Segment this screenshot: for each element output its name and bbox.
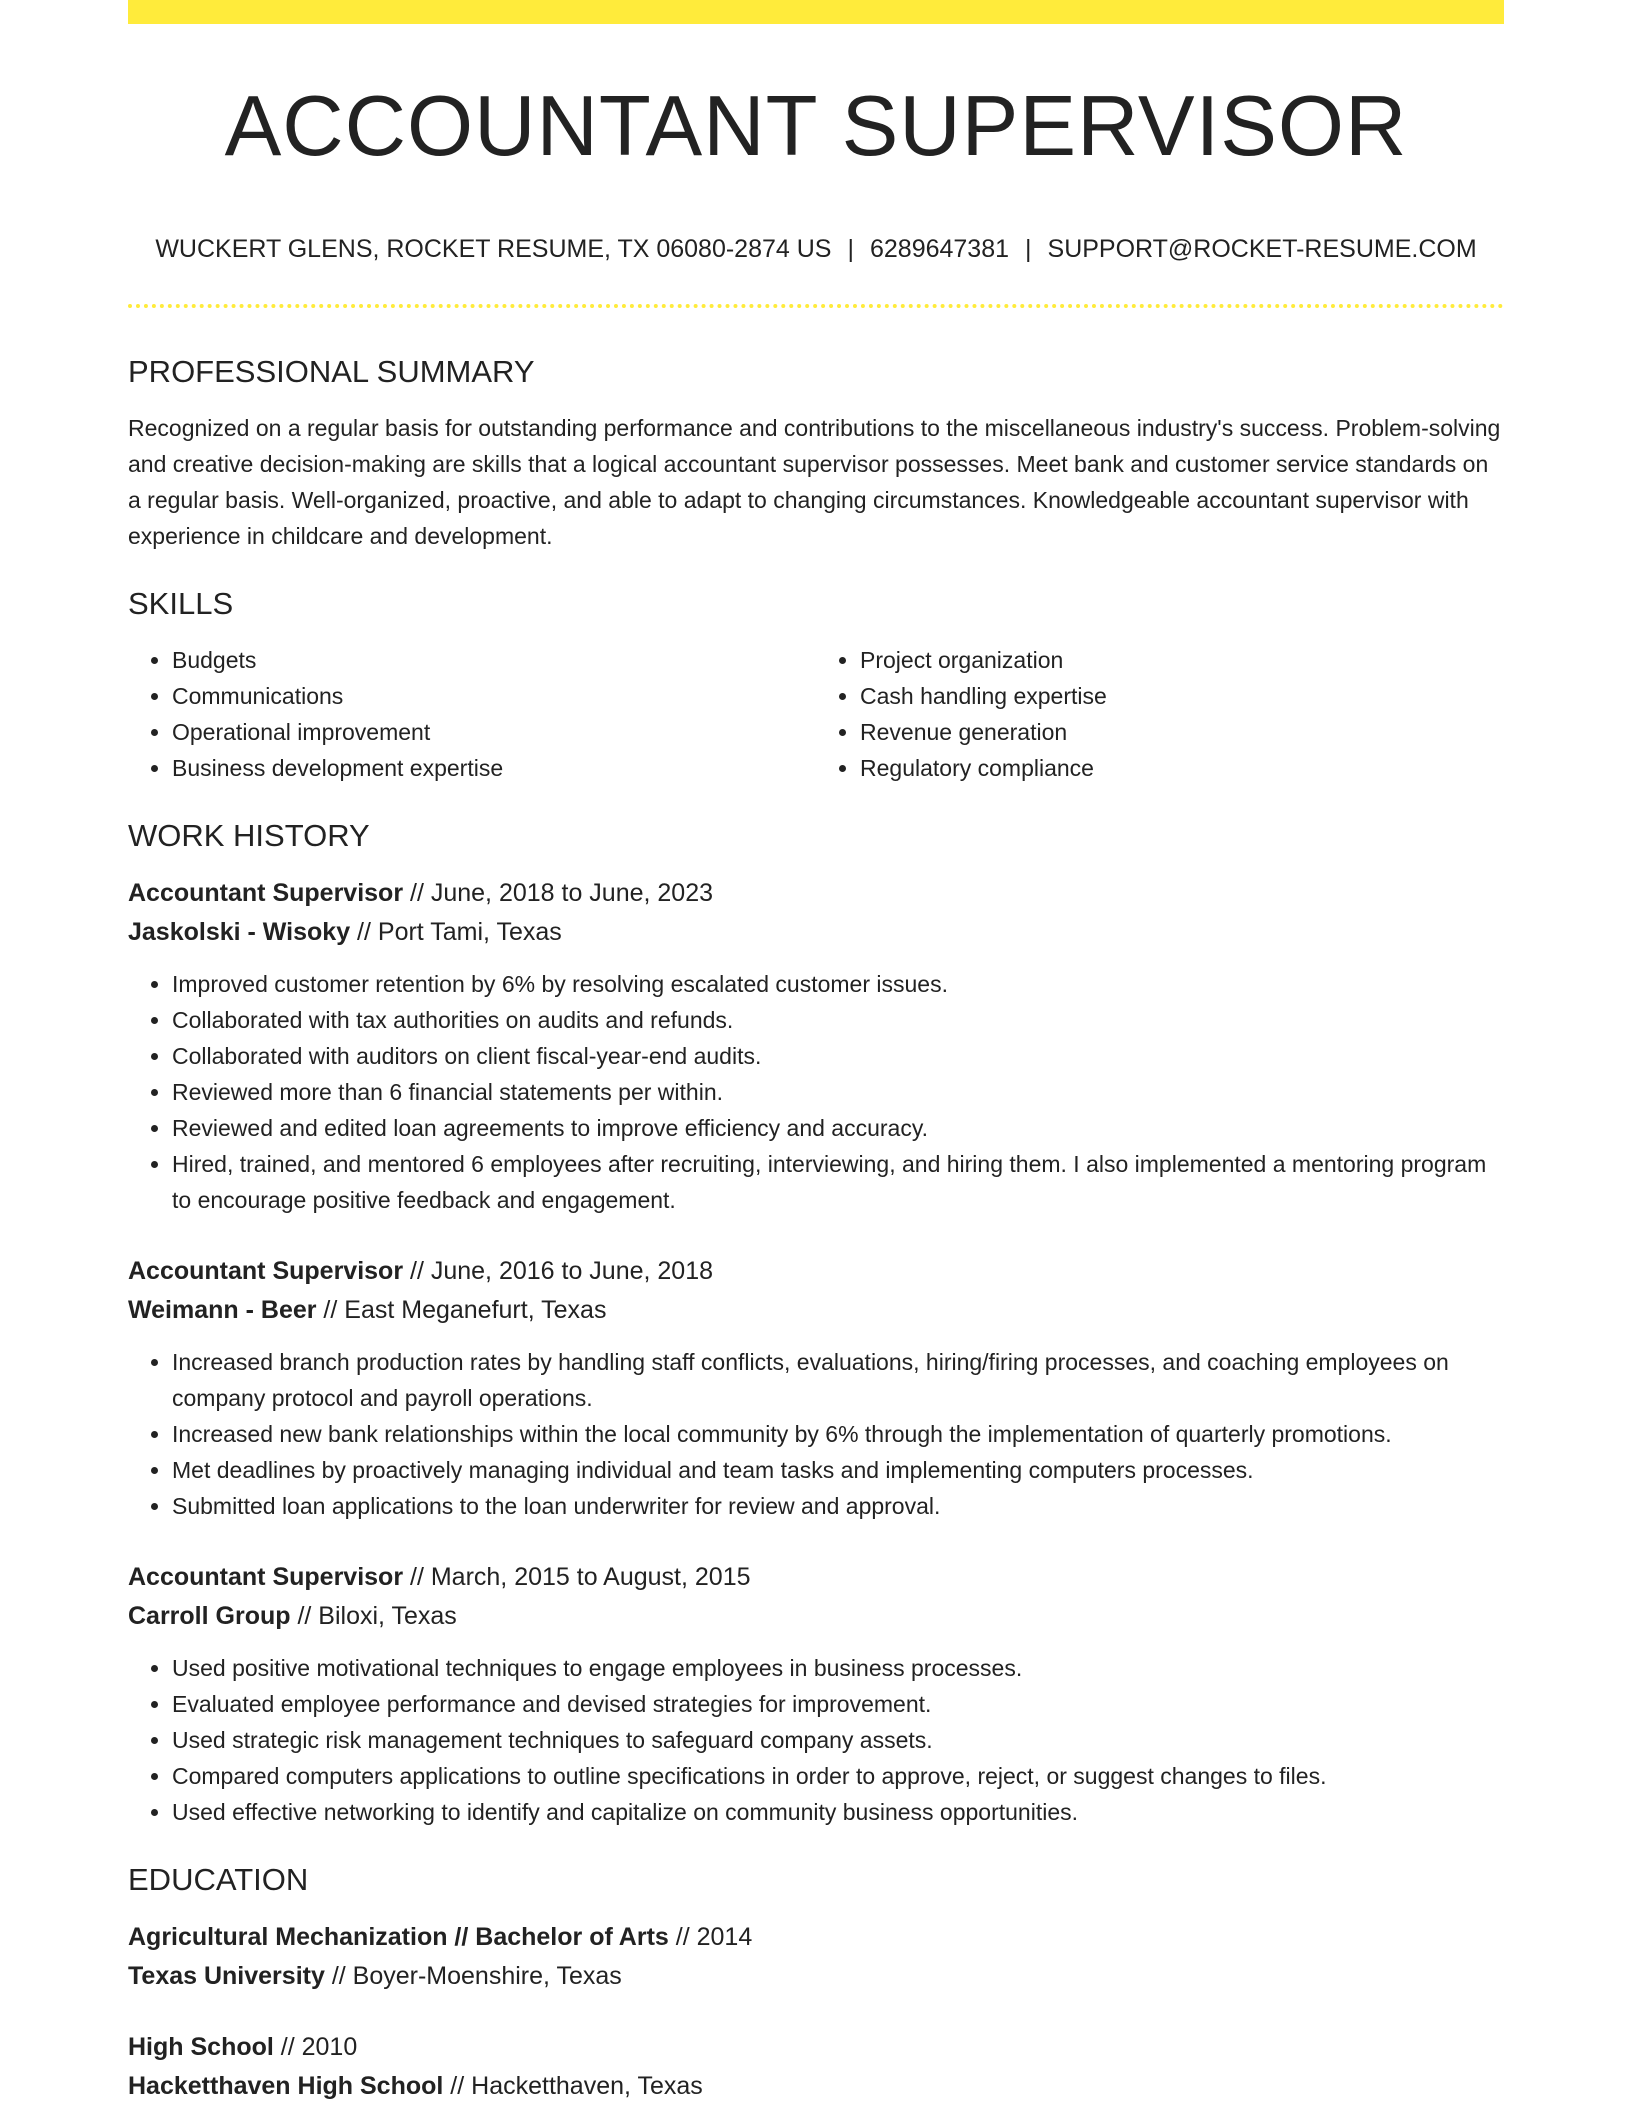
education-school: Hacketthaven High School bbox=[128, 2072, 444, 2100]
skills-list-left bbox=[128, 642, 816, 786]
education-year: // 2014 bbox=[668, 1923, 753, 1951]
contact-address: WUCKERT GLENS, ROCKET RESUME, TX 06080-2874 US bbox=[155, 235, 832, 263]
job-bullet: • Compared computers applications to outline specifications in order to approve, reject, or suggest changes to files. bbox=[172, 1758, 1504, 1794]
summary-section bbox=[128, 354, 1504, 554]
job-bullet: • Hired, trained, and mentored 6 employees after recruiting, interviewing, and hiring them. I also implemented a mentoring program to encourage positive feedback and engagement. bbox=[172, 1146, 1504, 1218]
job-bullet: • Improved customer retention by 6% by resolving escalated customer issues. bbox=[172, 966, 1504, 1002]
contact-separator: | bbox=[1025, 235, 1032, 263]
education-entry bbox=[128, 1918, 1504, 1996]
education-heading: EDUCATION bbox=[128, 1862, 309, 1897]
education-degree: High School bbox=[128, 2033, 274, 2061]
job-dates: // March, 2015 to August, 2015 bbox=[403, 1563, 751, 1591]
job-entry bbox=[128, 1558, 1504, 1830]
job-title: Accountant Supervisor bbox=[128, 879, 404, 907]
job-bullets bbox=[128, 1344, 1504, 1524]
job-bullet: • Reviewed more than 6 financial statements per within. bbox=[172, 1074, 1504, 1110]
skill-item: • Communications bbox=[172, 678, 816, 714]
job-location: // East Meganefurt, Texas bbox=[316, 1296, 607, 1324]
contact-separator: | bbox=[847, 235, 854, 263]
job-bullet: • Increased new bank relationships within the local community by 6% through the implementation of quarterly promotions. bbox=[172, 1416, 1504, 1452]
education-location: // Boyer-Moenshire, Texas bbox=[324, 1962, 622, 1990]
education-degree: Agricultural Mechanization // Bachelor of Arts bbox=[128, 1923, 669, 1951]
skill-item: • Business development expertise bbox=[172, 750, 816, 786]
job-dates: // June, 2016 to June, 2018 bbox=[403, 1257, 714, 1285]
contact-phone[interactable]: 6289647381 bbox=[869, 235, 1010, 263]
education-degree-line bbox=[128, 1918, 1504, 1957]
job-entry bbox=[128, 874, 1504, 1218]
work-history-section bbox=[128, 818, 1504, 1830]
skill-item: • Cash handling expertise bbox=[860, 678, 1504, 714]
summary-heading: PROFESSIONAL SUMMARY bbox=[128, 354, 535, 389]
education-year: // 2010 bbox=[273, 2033, 358, 2061]
education-school-line bbox=[128, 2067, 1504, 2106]
job-bullet: • Submitted loan applications to the loan underwriter for review and approval. bbox=[172, 1488, 1504, 1524]
resume-page bbox=[128, 0, 1504, 2106]
work-history-heading: WORK HISTORY bbox=[128, 818, 370, 853]
job-company: Weimann - Beer bbox=[128, 1296, 317, 1324]
job-title-line bbox=[128, 1558, 1504, 1597]
job-location: // Port Tami, Texas bbox=[350, 918, 562, 946]
job-location: // Biloxi, Texas bbox=[290, 1602, 457, 1630]
job-entry bbox=[128, 1252, 1504, 1524]
education-entry bbox=[128, 2028, 1504, 2106]
job-title: Accountant Supervisor bbox=[128, 1257, 404, 1285]
job-bullet: • Collaborated with tax authorities on audits and refunds. bbox=[172, 1002, 1504, 1038]
skills-heading: SKILLS bbox=[128, 586, 234, 621]
contact-email[interactable]: SUPPORT@ROCKET-RESUME.COM bbox=[1047, 235, 1477, 263]
job-title-line bbox=[128, 874, 1504, 913]
job-bullet: • Increased branch production rates by handling staff conflicts, evaluations, hiring/firing processes, and coaching employees on company protocol and payroll operations. bbox=[172, 1344, 1504, 1416]
job-company-line bbox=[128, 1291, 1504, 1330]
education-location: // Hacketthaven, Texas bbox=[443, 2072, 703, 2100]
skill-item: • Project organization bbox=[860, 642, 1504, 678]
education-section bbox=[128, 1862, 1504, 2106]
job-bullet: • Collaborated with auditors on client fiscal-year-end audits. bbox=[172, 1038, 1504, 1074]
job-company-line bbox=[128, 1597, 1504, 1636]
education-school: Texas University bbox=[128, 1962, 325, 1990]
skills-section bbox=[128, 586, 1504, 786]
job-bullet: • Evaluated employee performance and devised strategies for improvement. bbox=[172, 1686, 1504, 1722]
skill-item: • Regulatory compliance bbox=[860, 750, 1504, 786]
resume-name: ACCOUNTANT SUPERVISOR bbox=[224, 79, 1408, 174]
job-bullet: • Used effective networking to identify and capitalize on community business opportunities. bbox=[172, 1794, 1504, 1830]
job-bullets bbox=[128, 966, 1504, 1218]
accent-top-bar bbox=[128, 0, 1504, 24]
job-title: Accountant Supervisor bbox=[128, 1563, 404, 1591]
skill-item: • Budgets bbox=[172, 642, 816, 678]
job-bullets bbox=[128, 1650, 1504, 1830]
job-company: Jaskolski - Wisoky bbox=[128, 918, 351, 946]
job-bullet: • Reviewed and edited loan agreements to improve efficiency and accuracy. bbox=[172, 1110, 1504, 1146]
summary-text: Recognized on a regular basis for outstanding performance and contributions to the miscellaneous industry's success. Problem-solving and creative decision-making are skills that a logical accountant supervisor possesses. Meet bank and customer service standards on a regular basis. Well-organized, proactive, and able to adapt to changing circumstances. Knowledgeable accountant supervisor with experience in childcare and development. bbox=[128, 415, 1501, 549]
job-bullet: • Used strategic risk management techniques to safeguard company assets. bbox=[172, 1722, 1504, 1758]
job-title-line bbox=[128, 1252, 1504, 1291]
job-company: Carroll Group bbox=[128, 1602, 291, 1630]
job-bullet: • Used positive motivational techniques to engage employees in business processes. bbox=[172, 1650, 1504, 1686]
skill-item: • Operational improvement bbox=[172, 714, 816, 750]
skills-list-right bbox=[816, 642, 1504, 786]
contact-line bbox=[128, 235, 1504, 264]
skills-columns bbox=[128, 642, 1504, 786]
dotted-divider bbox=[128, 304, 1504, 308]
education-degree-line bbox=[128, 2028, 1504, 2067]
job-bullet: • Met deadlines by proactively managing individual and team tasks and implementing computers processes. bbox=[172, 1452, 1504, 1488]
skill-item: • Revenue generation bbox=[860, 714, 1504, 750]
job-dates: // June, 2018 to June, 2023 bbox=[403, 879, 714, 907]
education-school-line bbox=[128, 1957, 1504, 1996]
job-company-line bbox=[128, 913, 1504, 952]
